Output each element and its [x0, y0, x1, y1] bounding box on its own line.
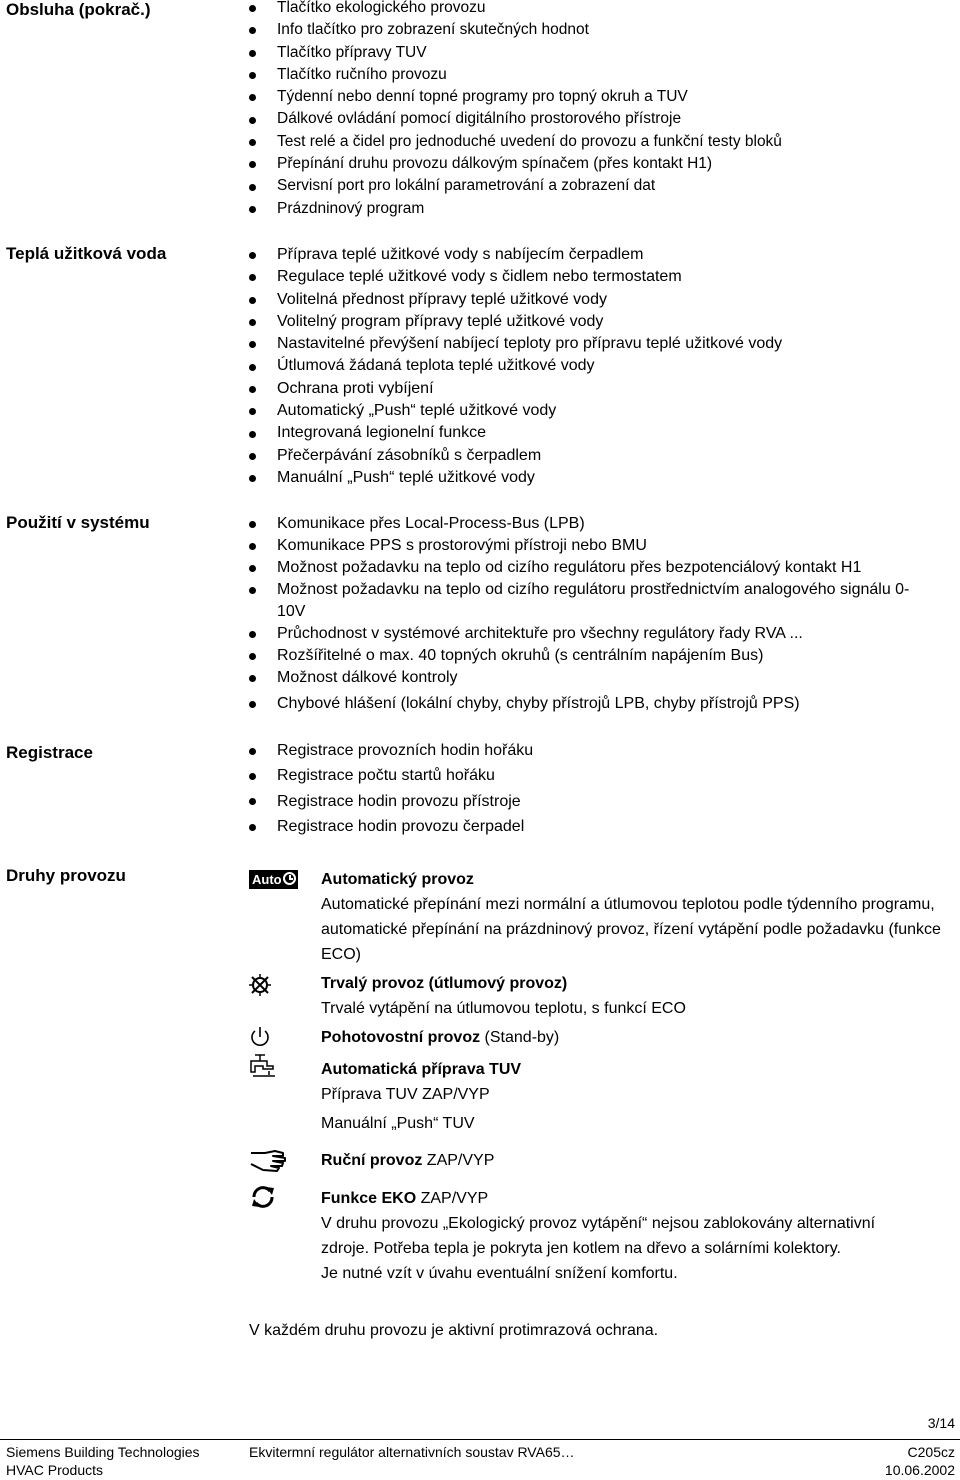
section-label-obsluha: Obsluha (pokrač.) [6, 0, 151, 19]
mode-suffix: ZAP/VYP [422, 1152, 495, 1169]
list-item: Ochrana proti vybíjení [249, 378, 782, 400]
mode-reduced [321, 971, 686, 1021]
list-item: Rozšířitelné o max. 40 topných okruhů (s centrálním napájením Bus) [249, 645, 912, 667]
mode-note: Je nutné vzít v úvahu eventuální snížení komfortu. [321, 1265, 678, 1282]
bullet-icon [249, 453, 256, 460]
mode-description: V druhu provozu „Ekologický provoz vytápění“ nejsou zablokovány alternativní zdroje. Potřeba tepla je pokryta jen kotlem na dřevo a solárními kolektory. [321, 1215, 876, 1257]
bullet-icon [249, 297, 256, 304]
standby-power-icon [249, 1026, 271, 1048]
list-item: Prázdninový program [249, 198, 782, 220]
section-label-druhy: Druhy provozu [6, 866, 126, 885]
bullet-icon [249, 675, 256, 682]
list-item: Průchodnost v systémové architektuře pro všechny regulátory řady RVA ... [249, 623, 912, 645]
list-item: Dálkové ovládání pomocí digitálního prostorového přístroje [249, 108, 782, 130]
bullet-icon [249, 543, 256, 550]
bullet-icon [249, 252, 256, 259]
bullet-icon [249, 824, 256, 831]
mode-manual [321, 1148, 494, 1173]
list-item: Nastavitelné převýšení nabíjecí teploty pro přípravu teplé užitkové vody [249, 333, 782, 355]
mode-auto [321, 867, 941, 967]
list-item: Komunikace PPS s prostorovými přístroji nebo BMU [249, 535, 912, 557]
manual-hand-icon [249, 1147, 289, 1173]
list-item: Útlumová žádaná teplota teplé užitkové vody [249, 355, 782, 377]
mode-line: Příprava TUV ZAP/VYP [321, 1086, 490, 1103]
bullet-icon [249, 475, 256, 482]
bullet-icon [249, 565, 256, 572]
list-item: Tlačítko ekologického provozu [249, 0, 782, 19]
list-item: Přepínání druhu provozu dálkovým spínačem (přes kontakt H1) [249, 153, 782, 175]
list-item: Přečerpávání zásobníků s čerpadlem [249, 445, 782, 467]
mode-title: Funkce EKO [321, 1190, 417, 1207]
bullet-icon [249, 431, 256, 438]
list-item: Týdenní nebo denní topné programy pro topný okruh a TUV [249, 86, 782, 108]
bullet-icon [249, 72, 256, 79]
list-item: Regulace teplé užitkové vody s čidlem nebo termostatem [249, 266, 782, 288]
list-item: Tlačítko přípravy TUV [249, 42, 782, 64]
list-item: Možnost požadavku na teplo od cizího regulátoru přes bezpotenciálový kontakt H1 [249, 557, 912, 579]
dhw-tap-icon [249, 1052, 277, 1078]
footer-doc-title: Ekvitermní regulátor alternativních soustav RVA65… [249, 1444, 575, 1460]
registrace-list [249, 738, 533, 839]
obsluha-list [249, 0, 782, 220]
list-item: Registrace hodin provozu přístroje [249, 789, 533, 814]
bullet-icon [249, 139, 256, 146]
bullet-icon [249, 27, 256, 34]
list-item: Registrace provozních hodin hořáku [249, 738, 533, 763]
mode-standby [321, 1025, 559, 1050]
bullet-icon [249, 798, 256, 805]
footer-company: Siemens Building Technologies [6, 1444, 200, 1460]
bullet-icon [249, 94, 256, 101]
mode-title: Automatický provoz [321, 871, 474, 888]
footer-divider [0, 1439, 960, 1440]
footer-doc-code: C205cz [907, 1444, 955, 1460]
system-list [249, 513, 912, 715]
bullet-icon [249, 587, 256, 594]
bullet-icon [249, 701, 256, 708]
bullet-icon [249, 206, 256, 213]
bullet-icon [249, 631, 256, 638]
list-item: Integrovaná legionelní funkce [249, 422, 782, 444]
mode-title: Trvalý provoz (útlumový provoz) [321, 975, 568, 992]
list-item: Možnost požadavku na teplo od cizího regulátoru prostřednictvím analogového signálu 0-10V [249, 579, 912, 623]
auto-mode-icon: Auto [249, 870, 298, 889]
tuv-list [249, 244, 782, 489]
mode-description: Trvalé vytápění na útlumovou teplotu, s funkcí ECO [321, 1000, 686, 1017]
list-item: Info tlačítko pro zobrazení skutečných hodnot [249, 19, 782, 41]
bullet-icon [249, 386, 256, 393]
list-item: Volitelná přednost přípravy teplé užitkové vody [249, 289, 782, 311]
bullet-icon [249, 50, 256, 57]
bullet-icon [249, 5, 256, 12]
bullet-icon [249, 274, 256, 281]
bullet-icon [249, 408, 256, 415]
section-label-system: Použití v systému [6, 513, 150, 532]
reduced-mode-icon [249, 974, 271, 996]
eco-cycle-icon [249, 1183, 277, 1211]
mode-eco [321, 1186, 921, 1286]
list-item: Komunikace přes Local-Process-Bus (LPB) [249, 513, 912, 535]
list-item: Registrace hodin provozu čerpadel [249, 814, 533, 839]
clock-icon [283, 872, 296, 885]
section-label-registrace: Registrace [6, 743, 93, 762]
mode-suffix: ZAP/VYP [416, 1190, 489, 1207]
mode-line: Manuální „Push“ TUV [321, 1115, 475, 1132]
bullet-icon [249, 521, 256, 528]
mode-title: Pohotovostní provoz [321, 1029, 481, 1046]
list-item: Registrace počtu startů hořáku [249, 763, 533, 788]
section-label-tuv: Teplá užitková voda [6, 244, 167, 263]
list-item: Možnost dálkové kontroly [249, 667, 912, 689]
list-item: Příprava teplé užitkové vody s nabíjecím čerpadlem [249, 244, 782, 266]
bullet-icon [249, 341, 256, 348]
bullet-icon [249, 748, 256, 755]
bullet-icon [249, 364, 256, 371]
list-item: Test relé a čidel pro jednoduché uvedení do provozu a funkční testy bloků [249, 131, 782, 153]
bullet-icon [249, 161, 256, 168]
mode-title: Automatická příprava TUV [321, 1061, 522, 1078]
frost-protection-note: V každém druhu provozu je aktivní protimrazová ochrana. [249, 1322, 659, 1339]
bullet-icon [249, 319, 256, 326]
bullet-icon [249, 653, 256, 660]
mode-title: Ruční provoz [321, 1152, 423, 1169]
bullet-icon [249, 773, 256, 780]
list-item: Tlačítko ručního provozu [249, 64, 782, 86]
page-number: 3/14 [927, 1415, 955, 1431]
mode-dhw [321, 1057, 521, 1136]
list-item: Manuální „Push“ teplé užitkové vody [249, 467, 782, 489]
list-item: Chybové hlášení (lokální chyby, chyby přístrojů LPB, chyby přístrojů PPS) [249, 693, 912, 715]
bullet-icon [249, 184, 256, 191]
list-item: Servisní port pro lokální parametrování a zobrazení dat [249, 175, 782, 197]
list-item: Automatický „Push“ teplé užitkové vody [249, 400, 782, 422]
mode-description: Automatické přepínání mezi normální a útlumovou teplotou podle týdenního programu, automatické přepínání na prázdninový provoz, řízení vytápění podle požadavku (funkce ECO) [321, 896, 941, 963]
footer-division: HVAC Products [6, 1462, 103, 1478]
bullet-icon [249, 117, 256, 124]
mode-suffix: (Stand-by) [480, 1029, 560, 1046]
list-item: Volitelný program přípravy teplé užitkové vody [249, 311, 782, 333]
footer-date: 10.06.2002 [884, 1462, 955, 1478]
